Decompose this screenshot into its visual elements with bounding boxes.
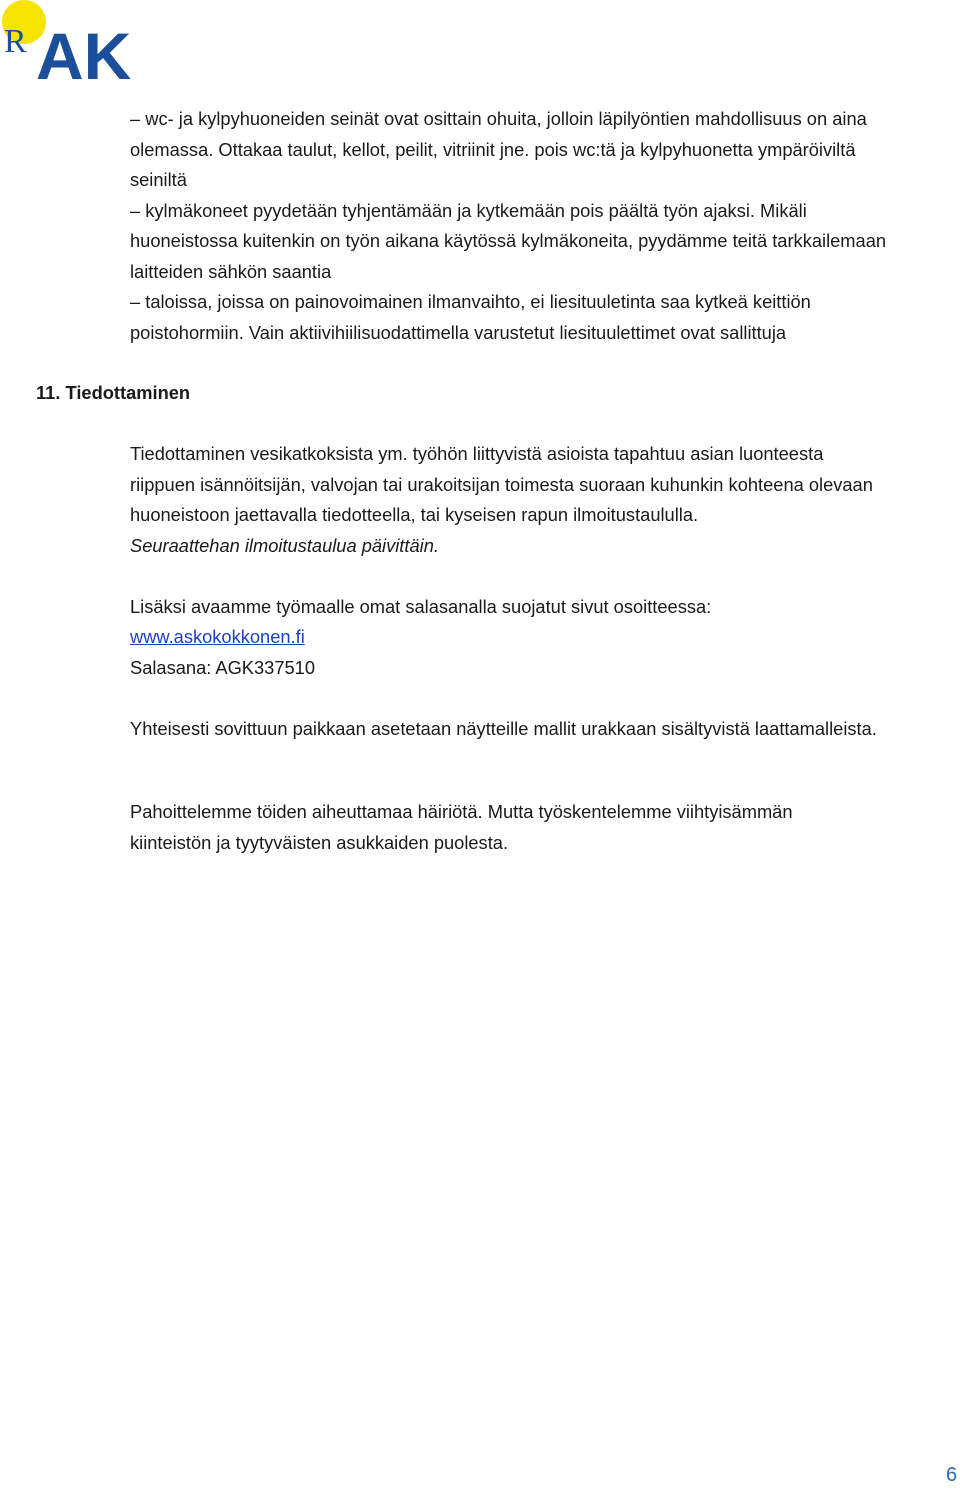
page-number: 6 <box>946 1464 958 1486</box>
password-line: Salasana: AGK337510 <box>130 656 315 678</box>
paragraph-line: riippuen isännöitsijän, valvojan tai urakoitsijan toimesta suoraan kuhunkin kohteena olevaan <box>130 473 873 495</box>
company-logo <box>0 0 140 90</box>
text-line: – wc- ja kylpyhuoneiden seinät ovat osittain ohuita, jolloin läpilyöntien mahdollisuus on aina <box>130 108 867 129</box>
website-intro: Lisäksi avaamme työmaalle omat salasanalla suojatut sivut osoitteessa: <box>130 595 712 617</box>
paragraph-line: huoneistoon jaettavalla tiedotteella, tai kyseisen rapun ilmoitustaululla. <box>130 504 699 525</box>
top-section <box>130 104 956 348</box>
spacer <box>130 683 956 714</box>
tiles-line: Yhteisesti sovittuun paikkaan asetetaan näytteille mallit urakkaan sisältyvistä laattamalleista. <box>130 717 877 739</box>
logo-small-letter: R <box>4 23 27 60</box>
text-line: seiniltä <box>130 169 187 190</box>
spacer <box>130 744 956 797</box>
text-line: huoneistossa kuitenkin on työn aikana käytössä kylmäkoneita, pyydämme teitä tarkkailemaan <box>130 230 887 251</box>
section-heading: 11. Tiedottaminen <box>36 382 191 403</box>
spacer <box>130 561 956 592</box>
section-body <box>130 439 956 858</box>
text-line: – kylmäkoneet pyydetään tyhjentämään ja kytkemään pois päältä työn ajaksi. Mikäli <box>130 199 807 221</box>
text-line: olemassa. Ottakaa taulut, kellot, peilit, vitriinit jne. pois wc:tä ja kylpyhuonetta ympäröiviltä <box>130 138 856 160</box>
paragraph-line: Tiedottaminen vesikatkoksista ym. työhön liittyvistä asioista tapahtuu asian luonteesta <box>130 443 824 464</box>
website-link-line <box>130 622 956 653</box>
text-line: laitteiden sähkön saantia <box>130 260 332 282</box>
closing-line: kiinteistön ja tyytyväisten asukkaiden puolesta. <box>130 831 509 853</box>
notice-board-reminder: Seuraattehan ilmoitustaulua päivittäin. <box>130 534 439 556</box>
logo-letters: AK <box>36 19 132 90</box>
text-line: poistohormiin. Vain aktiivihiilisuodattimella varustetut liesituulettimet ovat sallittuja <box>130 321 787 343</box>
closing-line: Pahoittelemme töiden aiheuttamaa häiriötä. Mutta työskentelemme viihtyisämmän <box>130 801 793 822</box>
text-line: – taloissa, joissa on painovoimainen ilmanvaihto, ei liesituuletinta saa kytkeä keittiön <box>130 291 811 312</box>
website-link[interactable]: www.askokokkonen.fi <box>130 626 305 647</box>
